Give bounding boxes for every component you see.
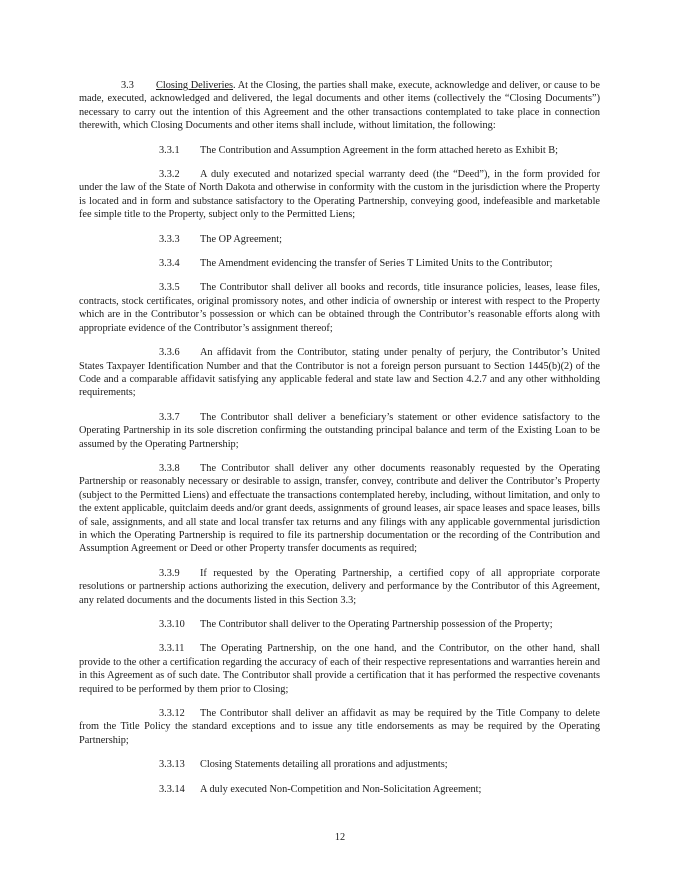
- item-text: The Contribution and Assumption Agreement in the form attached hereto as Exhibit B;: [200, 144, 559, 156]
- section-number: 3.3: [121, 80, 134, 91]
- item-text: The Contributor shall deliver any other documents reasonably requested by the Operating Partnership or reasonably necessary or desirable to assign, transfer, convey, contribute and deliver the Contributor’s Property (subject to the Permitted Liens) and effectuate the transactions contemplated hereby, including, without limitation, and only to the extent applicable, quitclaim deeds and/or grant deeds, assignments of ground leases, air space leases and space leases, bills of sale, assignments, and all state and local transfer tax returns and any filings with any applicable governmental jurisdiction in which the Operating Partnership is required to file its partnership documentation or the recording of the Contribution and Assumption Agreement or Deed or other Property transfer documents as required;: [79, 462, 600, 555]
- item-3-3-13: [79, 758, 600, 771]
- item-text: A duly executed and notarized special warranty deed (the “Deed”), in the form provided for under the law of the State of North Dakota and otherwise in conformity with the custom in the jurisdiction where the Property is located and in form and substance satisfactory to the Operating Partnership, conveying good, indefeasible and marketable fee simple title to the Property, subject only to the Permitted Liens;: [79, 169, 600, 221]
- section-heading: Closing Deliveries: [156, 80, 234, 91]
- item-number: 3.3.9: [159, 567, 180, 579]
- item-3-3-6: [79, 346, 600, 400]
- item-number: 3.3.12: [159, 708, 185, 720]
- item-text: A duly executed Non-Competition and Non-Solicitation Agreement;: [200, 783, 482, 795]
- item-number: 3.3.7: [159, 411, 180, 423]
- section-text: . At the Closing, the parties shall make, execute, acknowledge and deliver, or cause to be made, executed, acknowledged and delivered, the legal documents and other items (collectively the “Closing Documents”) necessary to carry out the intention of this Agreement and the other transactions contemplated to take place in connection therewith, which Closing Documents and other items shall include, without limitation, the following:: [79, 80, 600, 132]
- item-number: 3.3.13: [159, 759, 185, 771]
- item-3-3-10: [79, 618, 600, 631]
- item-3-3-1: [79, 144, 600, 157]
- item-text: The Contributor shall deliver a beneficiary’s statement or other evidence satisfactory to the Operating Partnership in its sole discretion confirming the outstanding principal balance and term of the Existing Loan to be assumed by the Operating Partnership;: [79, 411, 600, 450]
- item-3-3-8: [79, 462, 600, 556]
- page-number: 12: [334, 832, 346, 843]
- item-3-3-9: [79, 567, 600, 607]
- item-text: If requested by the Operating Partnership, a certified copy of all appropriate corporate resolutions or partnership actions authorizing the execution, delivery and performance by the Contributor of this Agreement, any related documents and the documents listed in this Section 3.3;: [79, 567, 600, 606]
- item-number: 3.3.1: [159, 144, 180, 156]
- item-number: 3.3.14: [159, 783, 185, 795]
- section-3-3: [79, 79, 600, 133]
- item-text: The Contributor shall deliver to the Operating Partnership possession of the Property;: [200, 619, 553, 630]
- item-3-3-7: [79, 411, 600, 451]
- item-number: 3.3.5: [159, 282, 180, 294]
- item-text: The Amendment evidencing the transfer of Series T Limited Units to the Contributor;: [200, 258, 553, 270]
- item-3-3-14: [79, 783, 600, 796]
- item-number: 3.3.8: [159, 462, 180, 474]
- item-3-3-3: [79, 233, 600, 246]
- item-text: An affidavit from the Contributor, stating under penalty of perjury, the Contributor’s United States Taxpayer Identification Number and that the Contributor is not a foreign person pursuant to Section 1445(b)(2) of the Code and a comparable affidavit satisfying any applicable federal and state law and Section 4.2.7 and any other withholding requirements;: [79, 347, 600, 399]
- item-number: 3.3.2: [159, 169, 180, 181]
- item-3-3-2: [79, 168, 600, 222]
- item-number: 3.3.11: [159, 643, 185, 655]
- item-number: 3.3.3: [159, 233, 180, 245]
- item-text: Closing Statements detailing all prorations and adjustments;: [200, 759, 448, 771]
- item-number: 3.3.6: [159, 347, 180, 359]
- item-number: 3.3.10: [159, 619, 185, 630]
- item-text: The Operating Partnership, on the one hand, and the Contributor, on the other hand, shall provide to the other a certification regarding the accuracy of each of their respective representations and warranties herein and in this Agreement as of such date. The Contributor shall provide a certification that it has performed the respective covenants required to be performed by them prior to Closing;: [79, 643, 600, 695]
- item-text: The Contributor shall deliver an affidavit as may be required by the Title Company to delete from the Title Policy the standard exceptions and to issue any title endorsements as may be required by the Operating Partnership;: [79, 708, 600, 746]
- item-text: The OP Agreement;: [200, 233, 282, 245]
- item-3-3-4: [79, 257, 600, 270]
- item-text: The Contributor shall deliver all books and records, title insurance policies, leases, lease files, contracts, stock certificates, original promissory notes, and other indicia of ownership or interest with respect to the Property which are in the Contributor’s possession or which can be obtained through the Contributor’s reasonable efforts along with appropriate evidence of the Contributor’s assignment thereof;: [79, 282, 600, 334]
- item-3-3-5: [79, 281, 600, 335]
- item-3-3-11: [79, 642, 600, 696]
- item-number: 3.3.4: [159, 258, 180, 270]
- item-3-3-12: [79, 707, 600, 747]
